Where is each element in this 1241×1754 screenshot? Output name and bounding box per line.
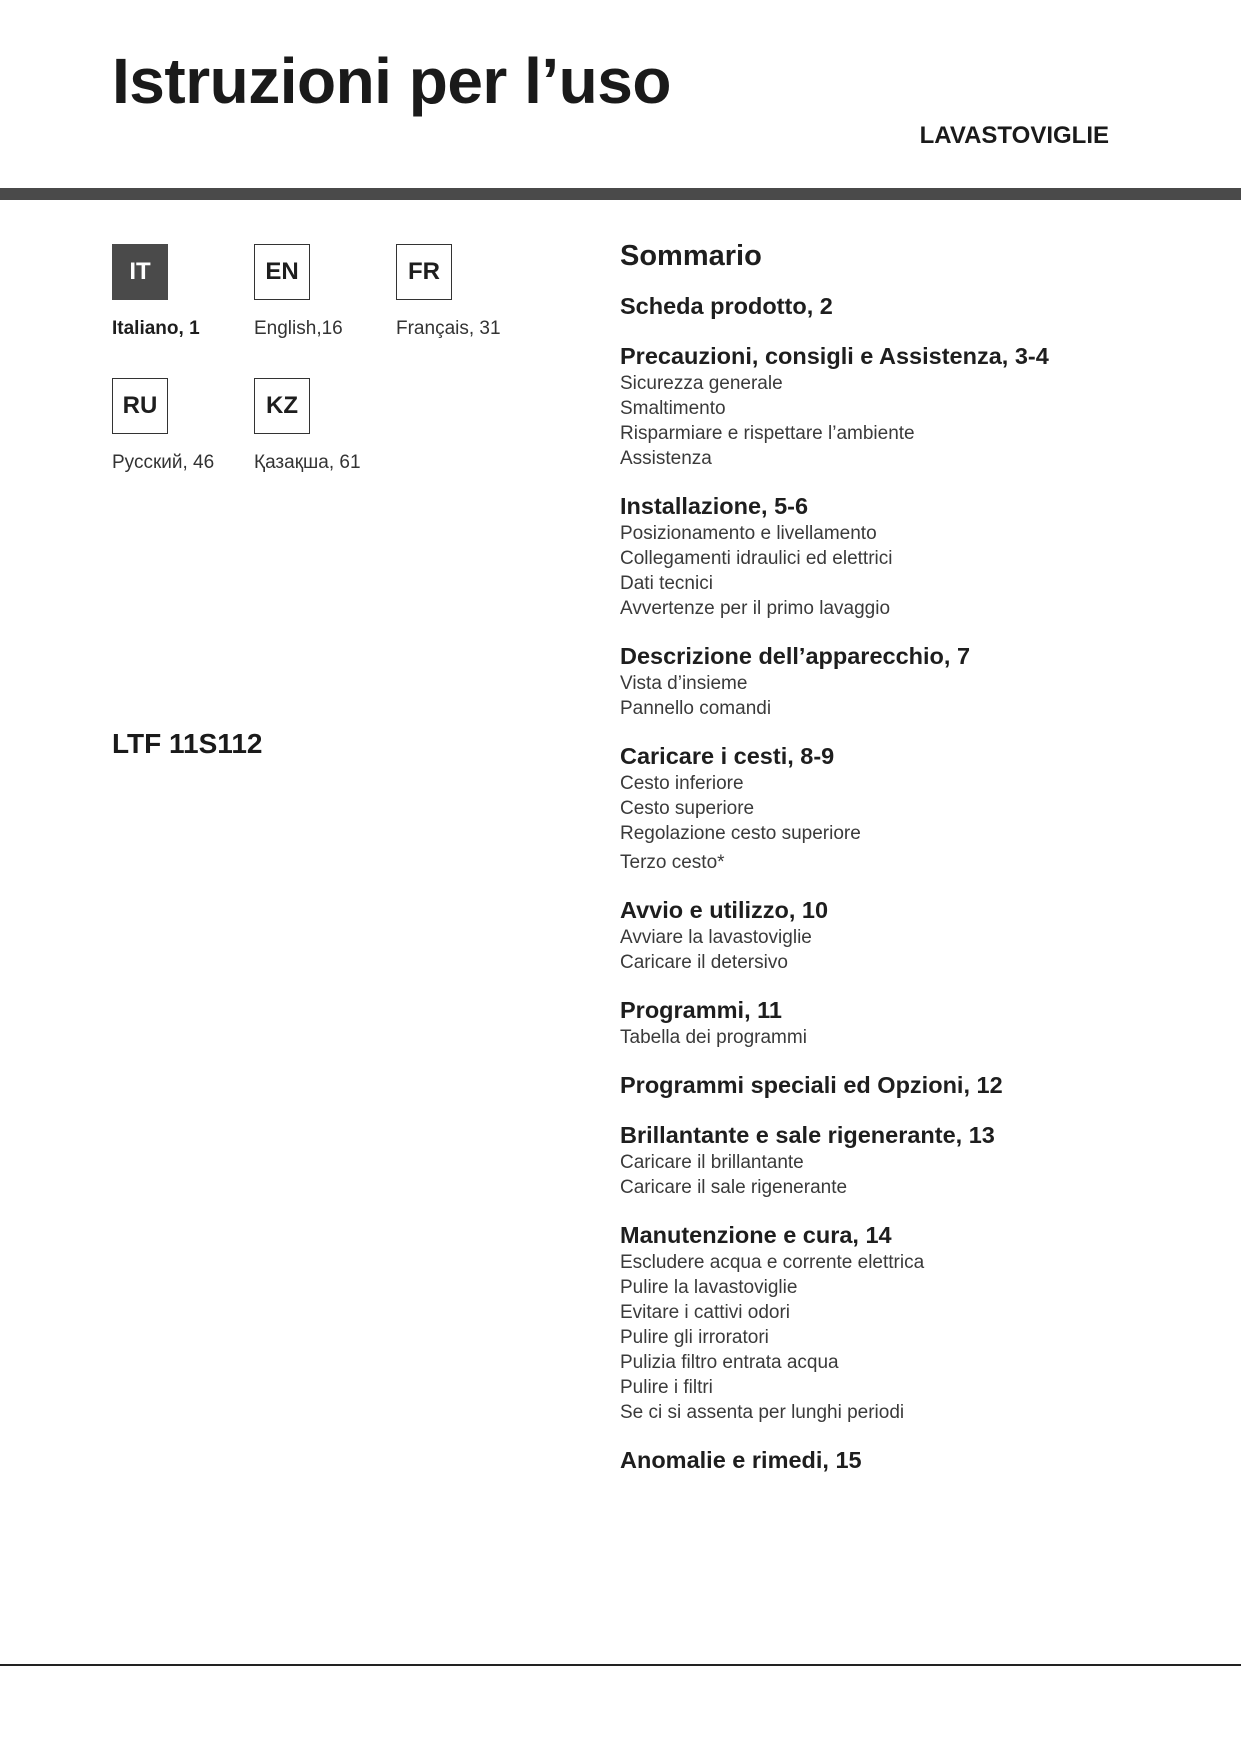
toc-heading[interactable]: Anomalie e rimedi, 15 bbox=[620, 1447, 862, 1473]
toc-heading[interactable]: Avvio e utilizzo, 10 bbox=[620, 897, 829, 923]
toc-item[interactable]: Risparmiare e rispettare l’ambiente bbox=[620, 423, 915, 444]
toc-item[interactable]: Pulizia filtro entrata acqua bbox=[620, 1352, 839, 1373]
toc-section bbox=[620, 491, 1180, 621]
toc-heading[interactable]: Descrizione dell’apparecchio, 7 bbox=[620, 643, 971, 669]
toc-item[interactable]: Escludere acqua e corrente elettrica bbox=[620, 1252, 925, 1273]
language-code-box[interactable]: RU bbox=[112, 378, 168, 434]
toc-heading[interactable]: Programmi speciali ed Opzioni, 12 bbox=[620, 1072, 1003, 1098]
toc-item[interactable]: Evitare i cattivi odori bbox=[620, 1302, 791, 1323]
toc-item[interactable]: Pulire la lavastoviglie bbox=[620, 1277, 798, 1298]
language-en[interactable] bbox=[254, 244, 414, 340]
page-title: Istruzioni per l’uso bbox=[112, 45, 671, 117]
toc-section bbox=[620, 1445, 1180, 1475]
toc-section bbox=[620, 895, 1180, 975]
toc-item[interactable]: Pulire i filtri bbox=[620, 1377, 713, 1398]
toc-item[interactable]: Sicurezza generale bbox=[620, 373, 783, 394]
language-label: Қазақша, 61 bbox=[254, 452, 361, 473]
toc-section bbox=[620, 1220, 1180, 1425]
product-category: LAVASTOVIGLIE bbox=[919, 122, 1109, 149]
language-code-box[interactable]: FR bbox=[396, 244, 452, 300]
toc-item[interactable]: Tabella dei programmi bbox=[620, 1027, 807, 1048]
language-label: Русский, 46 bbox=[112, 452, 215, 473]
toc-item[interactable]: Avvertenze per il primo lavaggio bbox=[620, 598, 891, 619]
toc-item[interactable]: Caricare il sale rigenerante bbox=[620, 1177, 848, 1198]
language-fr[interactable] bbox=[396, 244, 556, 340]
toc-heading[interactable]: Brillantante e sale rigenerante, 13 bbox=[620, 1122, 995, 1148]
toc-item[interactable]: Pulire gli irroratori bbox=[620, 1327, 769, 1348]
toc-item[interactable]: Posizionamento e livellamento bbox=[620, 523, 877, 544]
toc-heading[interactable]: Installazione, 5-6 bbox=[620, 493, 809, 519]
toc-heading[interactable]: Scheda prodotto, 2 bbox=[620, 293, 833, 319]
toc-heading[interactable]: Manutenzione e cura, 14 bbox=[620, 1222, 892, 1248]
toc-item[interactable]: Caricare il detersivo bbox=[620, 952, 788, 973]
footer-divider bbox=[0, 1664, 1241, 1666]
toc-item[interactable]: Smaltimento bbox=[620, 398, 726, 419]
language-ru[interactable] bbox=[112, 378, 272, 474]
toc-item[interactable]: Avviare la lavastoviglie bbox=[620, 927, 812, 948]
language-label: Italiano, 1 bbox=[112, 318, 200, 339]
toc-section bbox=[620, 995, 1180, 1050]
toc-item[interactable]: Cesto inferiore bbox=[620, 773, 744, 794]
toc-heading[interactable]: Precauzioni, consigli e Assistenza, 3-4 bbox=[620, 343, 1049, 369]
toc-item[interactable]: Assistenza bbox=[620, 448, 712, 469]
toc-item[interactable]: Dati tecnici bbox=[620, 573, 713, 594]
toc-item[interactable]: Pannello comandi bbox=[620, 698, 772, 719]
language-label: Français, 31 bbox=[396, 318, 501, 339]
toc-section bbox=[620, 1070, 1180, 1100]
toc-item[interactable]: Caricare il brillantante bbox=[620, 1152, 804, 1173]
toc-item[interactable]: Cesto superiore bbox=[620, 798, 755, 819]
toc-heading[interactable]: Caricare i cesti, 8-9 bbox=[620, 743, 835, 769]
table-of-contents bbox=[620, 240, 1180, 1495]
toc-heading[interactable]: Programmi, 11 bbox=[620, 997, 782, 1023]
toc-item[interactable]: Collegamenti idraulici ed elettrici bbox=[620, 548, 893, 569]
toc-item[interactable]: Terzo cesto* bbox=[620, 852, 725, 873]
toc-item[interactable]: Se ci si assenta per lunghi periodi bbox=[620, 1402, 905, 1423]
toc-item[interactable]: Vista d’insieme bbox=[620, 673, 748, 694]
language-code-box[interactable]: IT bbox=[112, 244, 168, 300]
language-code-box[interactable]: KZ bbox=[254, 378, 310, 434]
language-label: English,16 bbox=[254, 318, 343, 339]
toc-item[interactable]: Regolazione cesto superiore bbox=[620, 823, 861, 844]
toc-section bbox=[620, 341, 1180, 471]
toc-section bbox=[620, 741, 1180, 875]
language-kz[interactable] bbox=[254, 378, 414, 474]
toc-section bbox=[620, 641, 1180, 721]
toc-section bbox=[620, 1120, 1180, 1200]
language-code-box[interactable]: EN bbox=[254, 244, 310, 300]
toc-section bbox=[620, 291, 1180, 321]
language-it[interactable] bbox=[112, 244, 272, 340]
toc-title: Sommario bbox=[620, 240, 762, 272]
header-divider bbox=[0, 188, 1241, 200]
model-number: LTF 11S112 bbox=[112, 728, 263, 759]
